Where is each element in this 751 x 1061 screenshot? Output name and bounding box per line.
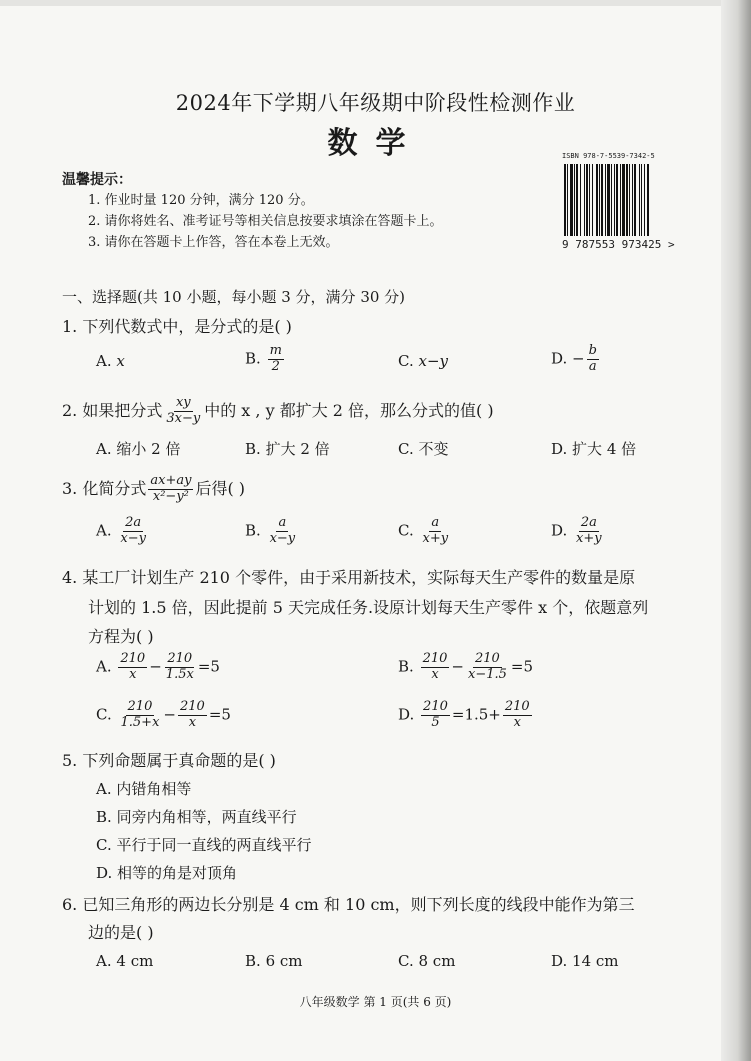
- q6-option-c: C. 8 cm: [398, 952, 456, 970]
- q1-option-c: [398, 352, 448, 370]
- q3-option-a: A. $\frac{2a}{x-y}$: [96, 515, 146, 546]
- question-6-line: 边的是( ): [88, 923, 154, 942]
- q2-option-b: B. 扩大 2 倍: [245, 440, 330, 458]
- question-2-stem: 2. 如果把分式 $\frac{xy}{3x-y}$ 中的 x , y 都扩大 2 倍，那么分式的值( ): [62, 395, 494, 426]
- exam-title: 2024年下学期八年级期中阶段性检测作业: [175, 91, 576, 115]
- q6-option-a: A. 4 cm: [96, 952, 154, 970]
- q1-option-a: [96, 352, 125, 370]
- page-footer: 八年级数学 第 1 页(共 6 页): [299, 995, 452, 1009]
- isbn-number: 9 787553 973425 >: [562, 238, 675, 251]
- tips-label: 温馨提示：: [62, 172, 132, 188]
- tip-item: 1. 作业时量 120 分钟，满分 120 分。: [88, 193, 314, 208]
- question-5-stem: 5. 下列命题属于真命题的是( ): [62, 751, 276, 770]
- isbn-top-text: ISBN 978-7-5539-7342-5: [562, 152, 655, 160]
- tip-item: 3. 请你在答题卡上作答，答在本卷上无效。: [88, 235, 339, 250]
- fraction: $\frac{m}{2}$: [269, 343, 282, 374]
- q1-option-d: [551, 344, 601, 375]
- question-3-stem: 3. 化简分式 $\frac{ax+ay}{\text{x²−y²}}$ 后得( ): [62, 473, 246, 504]
- option-text: x−y: [418, 352, 449, 370]
- barcode-bars: [564, 164, 686, 236]
- section-title: 一、选择题(共 10 小题，每小题 3 分，满分 30 分): [62, 288, 406, 306]
- q6-option-d: D. 14 cm: [551, 952, 619, 970]
- q3-option-b: B. $\frac{a}{x-y}$: [245, 515, 296, 546]
- q5-option-b: B. 同旁内角相等，两直线平行: [96, 808, 297, 826]
- minus-sign: −: [572, 349, 585, 368]
- q5-option-c: C. 平行于同一直线的两直线平行: [96, 836, 312, 854]
- q4-option-d: D. $\frac{210}{5}$ =1.5+ $\frac{210}{x}$: [398, 699, 530, 730]
- question-6-line: 6. 已知三角形的两边长分别是 4 cm 和 10 cm，则下列长度的线段中能作为第三: [62, 895, 635, 914]
- question-4-line: 4. 某工厂计划生产 210 个零件，由于采用新技术，实际每天生产零件的数量是原: [62, 568, 636, 587]
- q1-option-b: [245, 344, 286, 375]
- question-4-line: 方程为( ): [88, 627, 154, 646]
- option-label: B.: [245, 349, 261, 368]
- question-4-line: 计划的 1.5 倍，因此提前 5 天完成任务.设原计划每天生产零件 x 个，依题意列: [88, 598, 649, 617]
- q4-option-a: A. $\frac{210}{x}$ − $\frac{210}{1.5x}$ =5: [96, 651, 220, 682]
- q4-option-c: C. $\frac{210}{1.5+x}$ − $\frac{210}{x}$ =5: [96, 699, 231, 730]
- q3-option-d: D. $\frac{2a}{x+y}$: [551, 515, 602, 546]
- q3-option-c: C. $\frac{a}{x+y}$: [398, 515, 449, 546]
- q6-option-b: B. 6 cm: [245, 952, 303, 970]
- option-label: D.: [551, 349, 568, 368]
- isbn-barcode: [562, 152, 688, 252]
- fraction: $\frac{xy}{3x-y}$: [166, 395, 201, 426]
- q5-option-a: A. 内错角相等: [96, 780, 192, 798]
- question-1-stem: 1. 下列代数式中，是分式的是( ): [62, 317, 292, 336]
- page-top-edge: [0, 0, 751, 6]
- q5-option-d: D. 相等的角是对顶角: [96, 864, 238, 882]
- q2-option-a: A. 缩小 2 倍: [96, 440, 181, 458]
- option-label: C.: [398, 352, 414, 370]
- fraction: $\frac{b}{a}$: [588, 343, 597, 374]
- tip-item: 2. 请你将姓名、准考证号等相关信息按要求填涂在答题卡上。: [88, 214, 443, 229]
- q2-option-d: D. 扩大 4 倍: [551, 440, 637, 458]
- option-text: x: [116, 352, 125, 370]
- q4-option-b: B. $\frac{210}{x}$ − $\frac{210}{x-1.5}$ =5: [398, 651, 534, 682]
- q2-option-c: C. 不变: [398, 440, 449, 458]
- option-label: A.: [96, 352, 112, 370]
- subject-title: 数学: [327, 126, 424, 161]
- fraction: $\frac{ax+ay}{\text{x²−y²}}$: [150, 473, 192, 504]
